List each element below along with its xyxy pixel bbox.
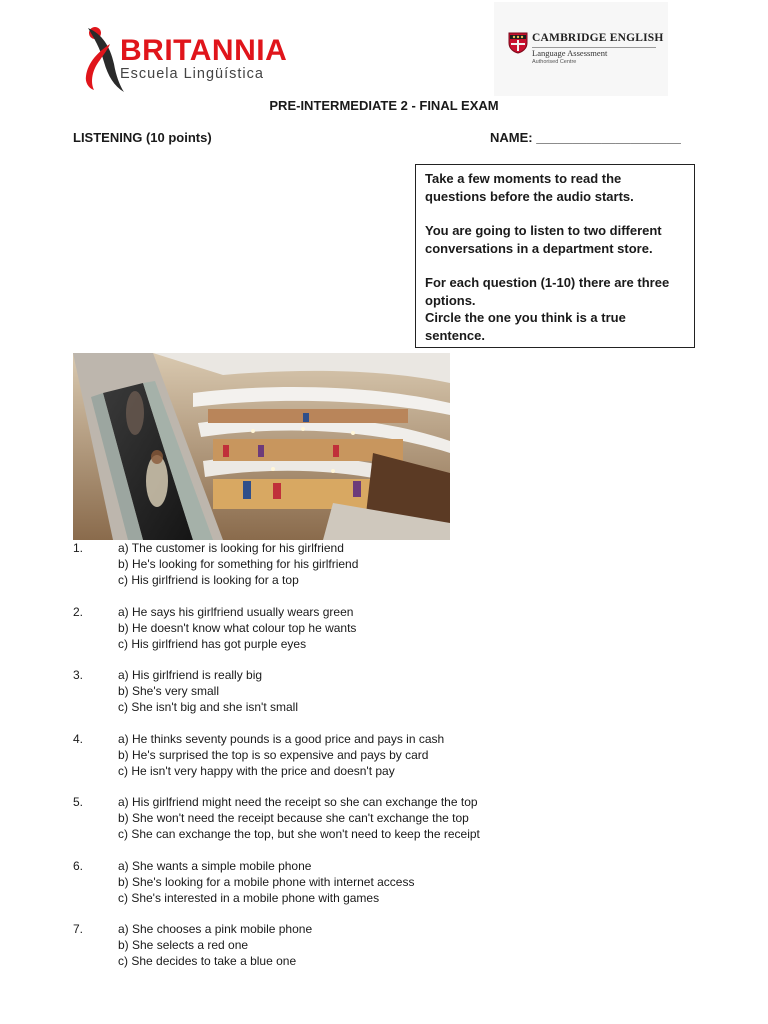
question-number: 5. [73, 795, 84, 809]
question-number: 3. [73, 668, 84, 682]
question-3 [73, 667, 733, 715]
option-a: a) He thinks seventy pounds is a good price and pays in cash [118, 731, 445, 746]
option-a: a) He says his girlfriend usually wears green [118, 604, 354, 619]
option-c: c) She isn't big and she isn't small [118, 700, 298, 714]
option-c: c) She can exchange the top, but she won't need to keep the receipt [118, 827, 480, 841]
instruction-2: You are going to listen to two different conversations in a department store. [425, 223, 662, 256]
question-number: 2. [73, 604, 84, 619]
question-4 [73, 731, 733, 779]
question-5 [73, 794, 733, 842]
question-2 [73, 604, 733, 652]
option-b: b) He's looking for something for his girlfriend [118, 557, 359, 571]
option-a: a) She chooses a pink mobile phone [118, 922, 313, 936]
option-b: b) He doesn't know what colour top he wants [118, 620, 357, 635]
option-a: a) His girlfriend is really big [118, 668, 263, 682]
cambridge-title: CAMBRIDGE ENGLISH [532, 32, 664, 44]
instructions-box [415, 164, 695, 348]
cambridge-logo [494, 2, 668, 96]
option-b: b) She's very small [118, 684, 219, 698]
option-b: b) She selects a red one [118, 938, 249, 952]
question-number: 7. [73, 922, 84, 936]
cambridge-shield-icon [508, 32, 528, 54]
britannia-logo [80, 24, 288, 96]
britannia-figure-icon [80, 24, 124, 96]
brand-name: BRITANNIA [120, 34, 288, 67]
option-b: b) She won't need the receipt because she can't exchange the top [118, 811, 469, 825]
question-7 [73, 921, 733, 969]
option-c: c) He isn't very happy with the price and doesn't pay [118, 763, 395, 778]
option-c: c) His girlfriend has got purple eyes [118, 636, 307, 651]
department-store-photo [73, 353, 450, 540]
option-c: c) She's interested in a mobile phone with games [118, 890, 380, 905]
cambridge-authorised: Authorised Centre [532, 59, 577, 65]
option-a: a) She wants a simple mobile phone [118, 858, 312, 873]
exam-title: PRE-INTERMEDIATE 2 - FINAL EXAM [269, 98, 499, 113]
option-b: b) She's looking for a mobile phone with internet access [118, 874, 415, 889]
question-1 [73, 540, 733, 588]
question-number: 4. [73, 731, 84, 746]
cambridge-subtitle: Language Assessment [532, 48, 608, 58]
option-a: a) The customer is looking for his girlfriend [118, 541, 344, 555]
section-title: LISTENING (10 points) [73, 130, 212, 145]
question-number: 6. [73, 858, 84, 873]
instruction-3: For each question (1-10) there are three options. Circle the one you think is a true sentence. [425, 275, 670, 343]
brand-subtitle: Escuela Lingüística [120, 66, 264, 82]
option-b: b) He's surprised the top is so expensive and pays by card [118, 747, 429, 762]
option-c: c) His girlfriend is looking for a top [118, 573, 299, 587]
question-number: 1. [73, 541, 84, 555]
option-a: a) His girlfriend might need the receipt so she can exchange the top [118, 795, 478, 809]
question-6 [73, 858, 733, 906]
option-c: c) She decides to take a blue one [118, 954, 297, 968]
name-field: NAME: ____________________ [490, 130, 681, 145]
questions-list [73, 540, 733, 985]
instruction-1: Take a few moments to read the questions before the audio starts. [425, 171, 634, 204]
